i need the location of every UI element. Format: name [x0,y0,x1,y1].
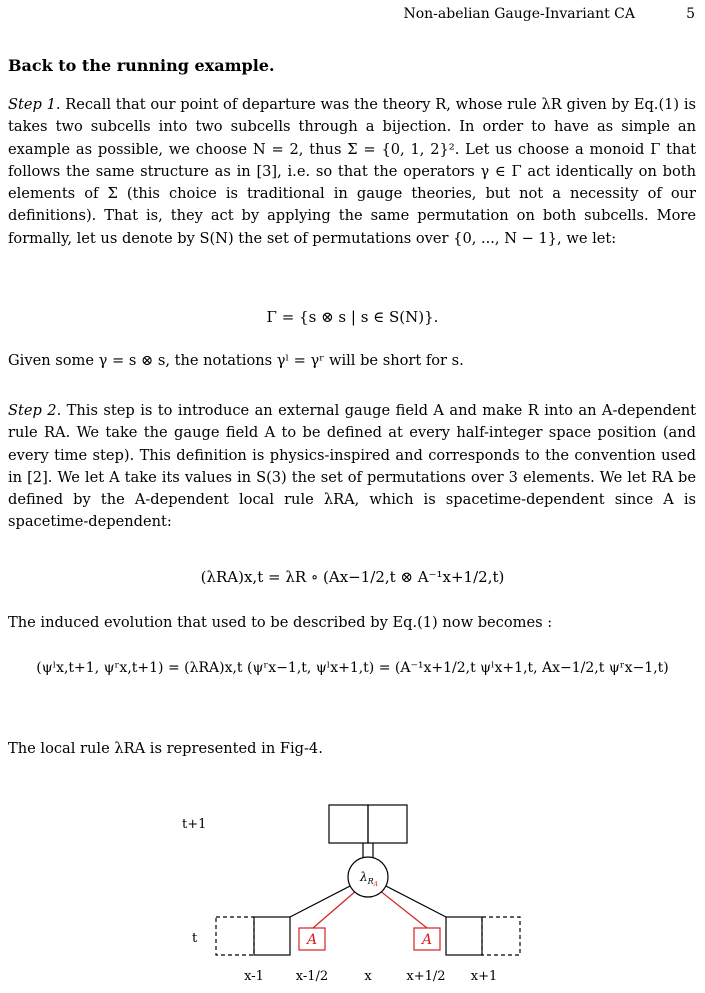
output-cell-right [368,805,407,843]
step2-text: This step is to introduce an external gauge field A and make R into an A-dependent rule RA. We take the gauge field A to be defined at every half-integer space position (and every time step). This definition is physics-inspired and corresponds to the convention used in [2]. We let A take its values in S(3) the set of permutations over 3 elements. We let RA be defined by the A-dependent local rule λRA, which is spacetime-dependent since A is spacetime-dependent: [8,402,696,531]
figure-reference: The local rule λRA is represented in Fig-4. [8,740,323,757]
right-gauge-wire [379,890,427,928]
gate-label: $\lambda_RA$ [360,870,378,888]
gauge-label-right: A [421,932,433,948]
section-heading: Back to the running example. [8,56,275,75]
gamma-notation-sentence: Given some γ = s ⊗ s, the notations γˡ = γʳ will be short for s. [8,352,464,369]
step1-label: Step 1. [8,96,61,113]
output-cell-left [329,805,368,843]
col-label-x-plus-1: x+1 [470,969,498,984]
row-label-t: t [192,931,198,946]
local-rule-equation: (λRA)x,t = λR ∘ (Ax−1/2,t ⊗ A⁻¹x+1/2,t) [200,568,505,586]
step2-label: Step 2. [8,402,62,419]
col-label-x-minus-half: x-1/2 [295,969,329,984]
left-gauge-wire [313,890,357,928]
col-label-x-minus-1: x-1 [244,969,264,984]
running-header [0,6,705,26]
figure-svg [0,790,705,989]
input-cell-x-minus-1-right [254,917,290,955]
running-title: Non-abelian Gauge-Invariant CA [403,6,635,22]
row-label-t-plus-1: t+1 [182,817,207,832]
gauge-label-left: A [306,932,318,948]
gamma-equation: Γ = {s ⊗ s | s ∈ S(N)}. [266,308,439,326]
col-label-x: x [364,969,372,984]
evolution-equation: (ψˡx,t+1, ψʳx,t+1) = (λRA)x,t (ψʳx−1,t, ψˡx+1,t) = (A⁻¹x+1/2,t ψˡx+1,t, Ax−1/2,t ψʳx−1,t) [36,660,669,676]
input-cell-x-plus-1-right [482,917,520,955]
figure-local-rule [0,790,705,989]
step2-paragraph [8,400,696,534]
col-label-x-plus-half: x+1/2 [406,969,446,984]
left-input-wire [290,885,352,917]
step1-text: Recall that our point of departure was the theory R, whose rule λR given by Eq.(1) is takes two subcells into two subcells through a bijection. In order to have as simple an example as possible, we choose N = 2, thus Σ = {0, 1, 2}². Let us choose a monoid Γ that follows the same structure as in [3], i.e. so that the operators γ ∈ Γ act identically on both elements of Σ (this choice is traditional in gauge theories, but not a necessity of our definitions). That is, they act by applying the same permutation on both subcells. More formally, let us denote by S(N) the set of permutations over {0, ..., N − 1}, we let: [8,96,697,247]
step1-paragraph [8,94,696,250]
page-number: 5 [686,6,695,22]
input-cell-x-plus-1-left [446,917,482,955]
input-cell-x-minus-1-left [216,917,254,955]
evolution-intro: The induced evolution that used to be described by Eq.(1) now becomes : [8,614,553,631]
